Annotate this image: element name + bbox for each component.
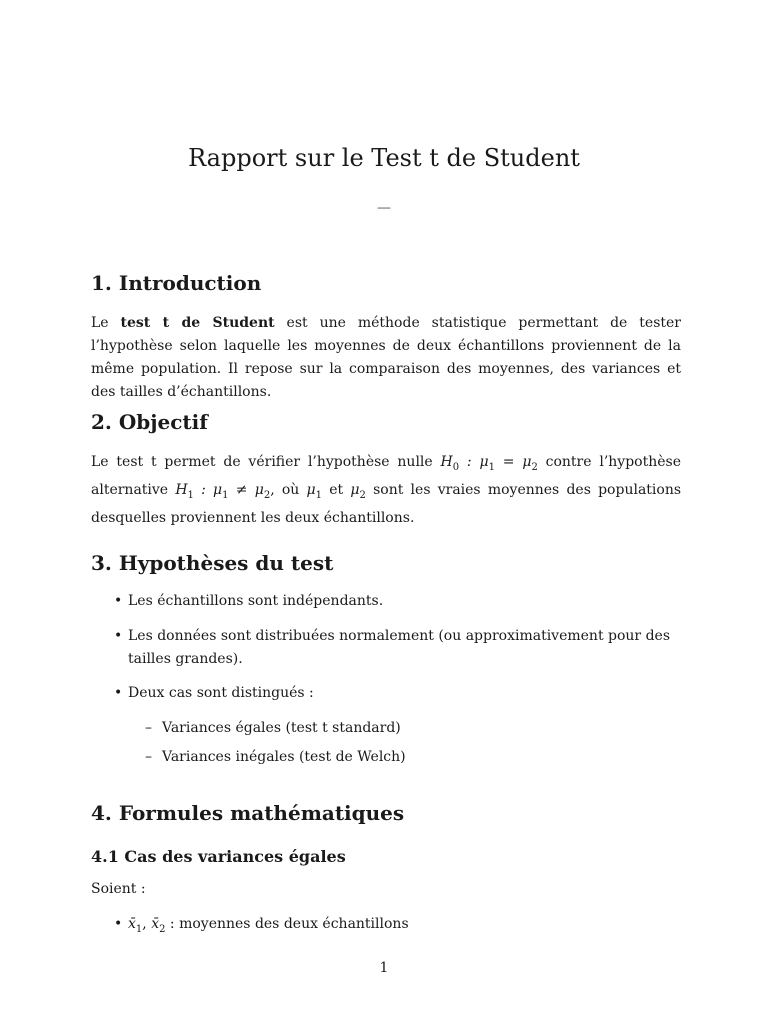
list-item: • $x̄_1$, $x̄_2$ : moyennes des deux échantillons (128, 913, 681, 941)
section-heading-introduction: 1. Introduction (91, 271, 262, 295)
objectif-paragraph (91, 451, 681, 530)
section-heading-hypotheses: 3. Hypothèses du test (91, 551, 334, 575)
section-heading-formules: 4. Formules mathématiques (91, 801, 405, 825)
equals-mu2: = $\mu_2$ (494, 454, 538, 473)
objectif-text-5: sont les vraies moyennes des populations desquelles proviennent les deux échantillons. (91, 481, 682, 526)
title-separator: — (377, 200, 391, 216)
list-item: • Les échantillons sont indépendants. (128, 590, 681, 613)
soient-label: Soient : (91, 881, 146, 897)
section-heading-objectif: 2. Objectif (91, 410, 208, 434)
sub-list-item: – Variances inégales (test de Welch) (162, 746, 681, 769)
sub-list-item: – Variances égales (test t standard) (162, 717, 681, 740)
not-equals-mu2: ≠ $\mu_2$ (228, 481, 271, 501)
objectif-text-1: Le test t permet de vérifier l’hypothèse nulle (91, 454, 441, 470)
introduction-paragraph (91, 312, 681, 404)
intro-text-end: est une méthode statistique permettant de tester l’hypothèse selon laquelle les moyennes de deux échantillons proviennent de la même population. Il repose sur la comparaison des moyennes, des variances et des tailles d’échantillons. (91, 315, 681, 400)
objectif-text-4: et (322, 481, 351, 498)
h0-symbol: $H_0$ (440, 454, 460, 473)
list-item: • Deux cas sont distingués : (128, 682, 681, 705)
xbar-description: : moyennes des deux échantillons (165, 916, 409, 932)
h1-symbol: $H_1$ (175, 481, 194, 501)
document-title: Rapport sur le Test t de Student (188, 144, 580, 172)
objectif-text-3: , où (270, 481, 307, 498)
objectif-text-2: contre l’hypothèse alternative (91, 454, 681, 498)
mu1-symbol-alt: : $\mu_1$ (193, 481, 229, 501)
mu1-symbol: : $\mu_1$ (459, 454, 495, 473)
intro-bold-term: test t de Student (120, 315, 275, 331)
xbar2-symbol: $x̄_2$ (151, 916, 166, 935)
subsection-heading-variances-egales: 4.1 Cas des variances égales (91, 847, 346, 866)
mu2-symbol-ref: $\mu_2$ (350, 481, 366, 501)
xbar1-symbol: $x̄_1$ (128, 916, 143, 935)
intro-text-start: Le (91, 315, 121, 331)
page-number: 1 (379, 960, 389, 976)
list-item: • Les données sont distribuées normalement (ou approximativement pour des tailles grandes). (128, 625, 681, 671)
mu1-symbol-ref: $\mu_1$ (306, 481, 323, 501)
